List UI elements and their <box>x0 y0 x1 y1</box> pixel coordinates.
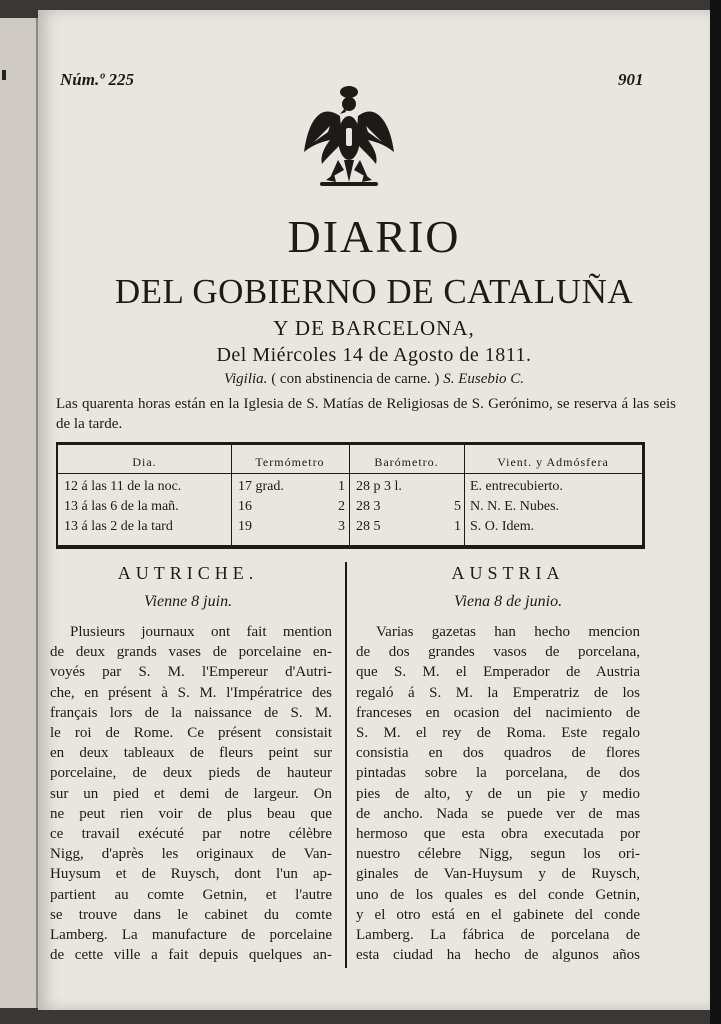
text-line: S. M. el rey de Roma. Este regalo <box>356 725 640 742</box>
text-line: français lors de la naissance de S. M. <box>50 704 332 721</box>
newspaper-subtitle-city: Y DE BARCELONA, <box>273 316 475 340</box>
issue-number: Núm.º 225 <box>60 70 135 89</box>
text-line: de cette ville a fait depuis quelques an- <box>50 947 332 964</box>
vigil-label: Vigilia. <box>223 371 268 387</box>
row1-baro: 28 p 3 l. <box>356 479 402 494</box>
page-number: 901 <box>618 70 644 89</box>
text-line: esta ciudad ha hecho de algunos años <box>356 947 640 964</box>
forty-hours-notice: Las quarenta horas están en la Iglesia de S. Matías de Religiosas de S. Gerónimo, se reserva á las seis de la tarde. <box>56 396 676 432</box>
text-line: Lamberg. La manufacture de porcelaine <box>50 927 332 944</box>
header-wind: Vient. y Admósfera <box>497 455 609 469</box>
text-line: de ancho. Nada se puede ver de mas <box>356 805 640 822</box>
text-line: consistia en dos quadros de flores <box>356 745 640 762</box>
text-line: Nigg, d'après les originaux de Van- <box>50 846 332 863</box>
row3-wind: S. O. Idem. <box>470 519 535 534</box>
right-column-heading: AUSTRIA <box>451 563 565 583</box>
row3-thermo-sub: 3 <box>338 519 345 534</box>
facing-page-edge <box>0 18 38 1008</box>
liturgical-note <box>38 371 710 388</box>
column-divider <box>345 562 347 968</box>
weather-table <box>56 442 645 549</box>
text-line: ce travail exécuté par notre célèbre <box>50 826 332 843</box>
text-line: ne peut rien voir de plus beau que <box>50 805 332 822</box>
header-barometer: Barómetro. <box>374 455 439 469</box>
left-column-heading: AUTRICHE. <box>117 563 259 583</box>
right-column-dateline: Viena 8 de junio. <box>453 593 563 610</box>
saint-of-day: S. Eusebio C. <box>443 371 525 387</box>
text-line: que S. M. el Emperador de Austria <box>356 664 640 681</box>
text-line: Plusieurs journaux ont fait mention <box>70 624 332 640</box>
text-line: uno de los quales es del conde Getnin, <box>356 886 640 903</box>
abstinence-note: ( con abstinencia de carne. ) <box>271 371 440 387</box>
text-line: regaló á S. M. la Emperatriz de los <box>356 684 640 701</box>
row2-day: 13 á las 6 de la mañ. <box>64 499 179 514</box>
row2-baro-sub: 5 <box>454 499 461 514</box>
row1-thermo-sub: 1 <box>338 479 345 494</box>
text-line: y el otro está en el gabinete del conde <box>356 906 640 923</box>
text-line: partient au comte Getnin, et l'autre <box>50 886 332 903</box>
left-column-body <box>50 622 332 965</box>
text-line: franceses en ocasion del nacimiento de <box>356 704 640 721</box>
right-column-body <box>356 622 640 965</box>
header-thermometer: Termómetro <box>255 455 325 469</box>
text-line: pies de alto, y de un pie y medio <box>356 785 640 802</box>
row2-thermo-sub: 2 <box>338 499 345 514</box>
text-line: Lamberg. La fábrica de porcelana de <box>356 927 640 944</box>
row3-day: 13 á las 2 de la tard <box>64 519 173 534</box>
issue-date: Del Miércoles 14 de Agosto de 1811. <box>216 344 532 366</box>
text-line: le roi de Rome. Ce présent consistait <box>50 725 332 742</box>
header-day: Dia. <box>132 455 157 469</box>
newspaper-subtitle: DEL GOBIERNO DE CATALUÑA <box>114 272 634 311</box>
scan-border <box>710 0 721 1024</box>
newspaper-title: DIARIO <box>287 211 461 262</box>
text-line: de dos grandes vasos de porcelana, <box>356 644 640 661</box>
row2-thermo: 16 <box>238 499 252 514</box>
row1-thermo: 17 grad. <box>238 479 284 494</box>
text-line: Huysum et de Ruysch, dont l'un ap- <box>50 866 332 883</box>
text-line: de deux grands vases de porcelaine en- <box>50 644 332 661</box>
text-line: ginales de Van-Huysum y de Ruysch, <box>356 866 640 883</box>
row3-baro-sub: 1 <box>454 519 461 534</box>
eagle-emblem-icon <box>300 82 396 194</box>
row2-wind: N. N. E. Nubes. <box>470 499 560 514</box>
text-line: en deux tableaux de fleurs peint sur <box>50 745 332 762</box>
text-line: pintadas sobre la porcelana, de dos <box>356 765 640 782</box>
row1-day: 12 á las 11 de la noc. <box>64 479 182 494</box>
text-line: Varias gazetas han hecho mencion <box>376 624 640 640</box>
text-line: hermoso que esta obra executada por <box>356 826 640 843</box>
newspaper-page <box>38 10 710 1010</box>
text-line: che, en présent à S. M. l'Impératrice des <box>50 684 332 701</box>
row3-baro: 28 5 <box>356 519 381 534</box>
row1-wind: E. entrecubierto. <box>470 479 563 494</box>
text-line: voyés par S. M. l'Empereur d'Autri- <box>50 664 332 681</box>
text-line: porcelaine, de deux pieds de hauteur <box>50 765 332 782</box>
text-line: nuestro célebre Nigg, segun los ori- <box>356 846 640 863</box>
text-line: sur un pied et demi de largeur. On <box>50 785 332 802</box>
edge-mark <box>2 70 6 80</box>
row3-thermo: 19 <box>238 519 252 534</box>
row2-baro: 28 3 <box>356 499 381 514</box>
left-column-dateline: Vienne 8 juin. <box>143 593 233 610</box>
text-line: se trouve dans le cabinet du comte <box>50 906 332 923</box>
